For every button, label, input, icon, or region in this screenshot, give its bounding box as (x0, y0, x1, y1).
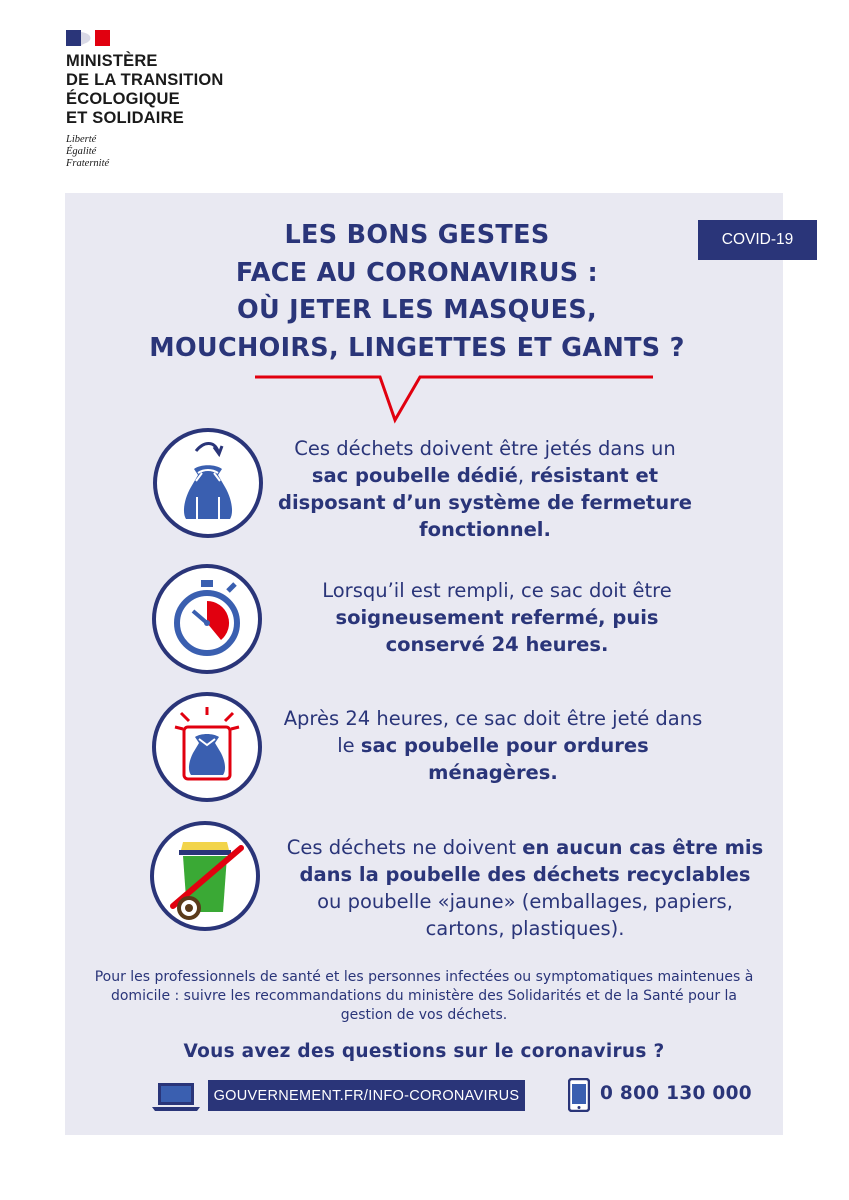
step-4-text-bold: en aucun cas être mis dans la poubelle des déchets recyclables (299, 836, 764, 886)
professional-note: Pour les professionnels de santé et les personnes infectées ou symptomatiques maintenues à domicile : suivre les recommandations du ministère des Solidarités et de la Santé pour la gestion de vos déchets. (94, 969, 754, 1023)
info-panel (65, 193, 794, 1135)
ministry-name-line: ET SOLIDAIRE (66, 109, 184, 127)
info-coronavirus-link[interactable]: GOUVERNEMENT.FR/INFO-CORONAVIRUS (208, 1080, 525, 1111)
step-2-text (287, 577, 707, 658)
motto-line: Liberté (66, 134, 97, 145)
step-4-text-plain: ou poubelle «jaune» (emballages, papiers, cartons, plastiques). (317, 890, 733, 940)
step-3-text-plain: Après 24 heures, ce sac doit être jeté dans le (283, 707, 703, 757)
marianne-flag-icon (66, 30, 110, 46)
title-line: FACE AU CORONAVIRUS : (235, 257, 599, 288)
hotline-number[interactable]: 0 800 130 000 (600, 1083, 752, 1104)
step-1-text-bold: sac poubelle dédié (311, 464, 518, 487)
step-1-text-bold: résistant et disposant d’un système de fermeture fonctionnel. (278, 464, 692, 541)
motto-line: Égalité (66, 146, 97, 157)
stopwatch-icon (151, 563, 263, 675)
ministry-name-line: DE LA TRANSITION (66, 71, 224, 89)
title-line: MOUCHOIRS, LINGETTES ET GANTS ? (149, 332, 685, 363)
ministry-logo (66, 30, 224, 170)
laptop-icon (151, 1081, 201, 1113)
step-1-text-plain: , (517, 464, 531, 487)
step-1-text-plain: Ces déchets doivent être jetés dans un (294, 437, 676, 460)
title-line: LES BONS GESTES (284, 220, 550, 250)
step-3-text (283, 705, 703, 786)
step-1-text (275, 435, 695, 543)
step-3-text-bold: sac poubelle pour ordures ménagères. (360, 734, 649, 784)
step-2-text-bold: soigneusement refermé, puis conservé 24 heures. (335, 606, 659, 656)
ministry-name (66, 52, 224, 128)
speech-bubble-line (65, 193, 783, 453)
motto-line: Fraternité (66, 158, 110, 169)
ministry-name-line: ÉCOLOGIQUE (66, 90, 180, 108)
step-2-text-plain: Lorsqu’il est rempli, ce sac doit être (322, 579, 672, 602)
step-4-text (285, 834, 765, 942)
republic-motto (66, 134, 224, 170)
title-line: OÙ JETER LES MASQUES, (236, 295, 598, 325)
trash-bag-icon (152, 427, 264, 539)
question-heading: Vous avez des questions sur le coronavirus ? (183, 1041, 665, 1062)
closed-bag-in-bin-icon (151, 691, 263, 803)
phone-icon (568, 1078, 590, 1112)
step-4-text-plain: Ces déchets ne doivent (286, 836, 523, 859)
covid-badge: COVID-19 (698, 220, 817, 260)
ministry-name-line: MINISTÈRE (66, 52, 158, 70)
no-recycling-bin-icon (149, 820, 261, 932)
